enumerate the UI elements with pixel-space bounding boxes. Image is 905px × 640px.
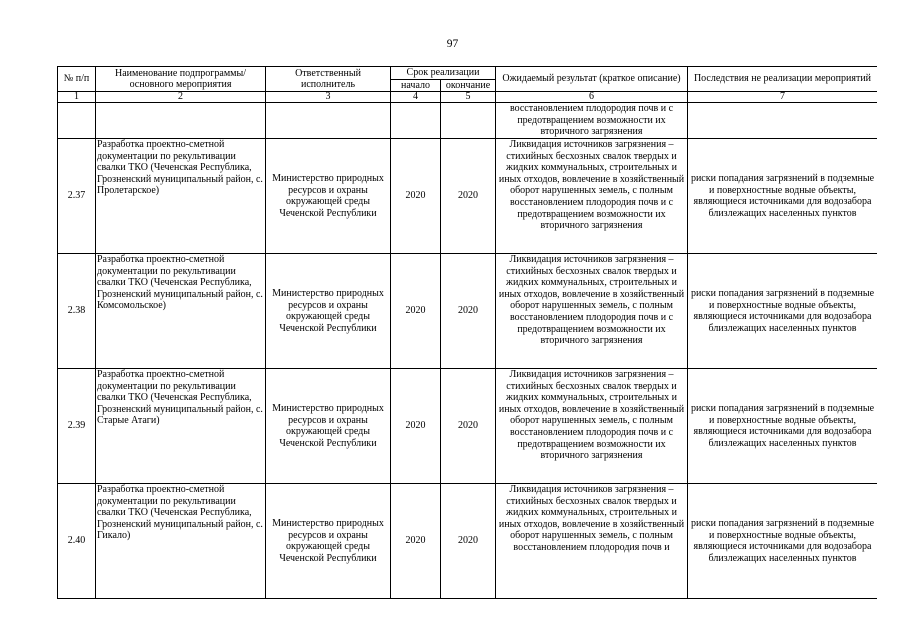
cell-consequences	[688, 103, 878, 139]
table-row	[58, 254, 878, 369]
cell-name: Разработка проектно-сметной документации по рекультивации свалки ТКО (Чеченская Республика, Грозненский муниципальный район, с. Старые Атаги)	[96, 369, 266, 484]
header-num: № п/п	[58, 67, 96, 92]
header-consequences: Последствия не реализации мероприятий	[688, 67, 878, 92]
cell-end: 2020	[441, 484, 496, 599]
cell-executor: Министерство природных ресурсов и охраны окружающей среды Чеченской Республики	[266, 254, 391, 369]
header-name: Наименование подпрограммы/ основного мероприятия	[96, 67, 266, 92]
cell-result: Ликвидация источников загрязнения – стихийных бесхозных свалок твердых и жидких коммунальных, строительных и иных отходов, вовлечение в хозяйственный оборот нарушенных земель, с полным восстановлением плодородия почв и с предотвращением возможности их вторичного загрязнения	[496, 254, 688, 369]
cell-end: 2020	[441, 139, 496, 254]
cell-end	[441, 103, 496, 139]
program-table	[57, 66, 877, 599]
column-number: 4	[391, 92, 441, 103]
cell-consequences: риски попадания загрязнений в подземные и поверхностные водные объекты, являющиеся источниками для водозабора близлежащих населенных пунктов	[688, 484, 878, 599]
cell-end: 2020	[441, 369, 496, 484]
cell-result: восстановлением плодородия почв и с предотвращением возможности их вторичного загрязнения	[496, 103, 688, 139]
cell-consequences: риски попадания загрязнений в подземные и поверхностные водные объекты, являющиеся источниками для водозабора близлежащих населенных пунктов	[688, 254, 878, 369]
cell-num: 2.37	[58, 139, 96, 254]
table-row	[58, 369, 878, 484]
cell-num	[58, 103, 96, 139]
page-number: 97	[446, 38, 459, 50]
cell-executor: Министерство природных ресурсов и охраны окружающей среды Чеченской Республики	[266, 484, 391, 599]
column-number-row	[58, 92, 878, 103]
cell-result: Ликвидация источников загрязнения – стихийных бесхозных свалок твердых и жидких коммунальных, строительных и иных отходов, вовлечение в хозяйственный оборот нарушенных земель, с полным восстановлением плодородия почв и с предотвращением возможности их вторичного загрязнения	[496, 139, 688, 254]
column-number: 7	[688, 92, 878, 103]
cell-executor: Министерство природных ресурсов и охраны окружающей среды Чеченской Республики	[266, 369, 391, 484]
program-table-container	[57, 66, 877, 640]
cell-consequences: риски попадания загрязнений в подземные и поверхностные водные объекты, являющиеся источниками для водозабора близлежащих населенных пунктов	[688, 369, 878, 484]
header-period: Срок реализации	[391, 67, 496, 80]
cell-end: 2020	[441, 254, 496, 369]
cell-name	[96, 103, 266, 139]
cell-start: 2020	[391, 484, 441, 599]
cell-num: 2.38	[58, 254, 96, 369]
header-start: начало	[391, 79, 441, 92]
table-row-continuation	[58, 103, 878, 139]
header-executor: Ответственный исполнитель	[266, 67, 391, 92]
column-number: 3	[266, 92, 391, 103]
cell-name: Разработка проектно-сметной документации по рекультивации свалки ТКО (Чеченская Республика, Грозненский муниципальный район, с. Гикало)	[96, 484, 266, 599]
cell-consequences: риски попадания загрязнений в подземные и поверхностные водные объекты, являющиеся источниками для водозабора близлежащих населенных пунктов	[688, 139, 878, 254]
cell-name: Разработка проектно-сметной документации по рекультивации свалки ТКО (Чеченская Республика, Грозненский муниципальный район, с. Пролетарское)	[96, 139, 266, 254]
cell-result: Ликвидация источников загрязнения – стихийных бесхозных свалок твердых и жидких коммунальных, строительных и иных отходов, вовлечение в хозяйственный оборот нарушенных земель, с полным восстановлением плодородия почв и	[496, 484, 688, 599]
column-number: 6	[496, 92, 688, 103]
cell-start: 2020	[391, 369, 441, 484]
cell-start: 2020	[391, 139, 441, 254]
table-row	[58, 139, 878, 254]
header-row-1	[58, 67, 878, 80]
header-result: Ожидаемый результат (краткое описание)	[496, 67, 688, 92]
cell-executor: Министерство природных ресурсов и охраны окружающей среды Чеченской Республики	[266, 139, 391, 254]
header-end: окончание	[441, 79, 496, 92]
cell-start: 2020	[391, 254, 441, 369]
cell-num: 2.39	[58, 369, 96, 484]
column-number: 1	[58, 92, 96, 103]
cell-result: Ликвидация источников загрязнения – стихийных бесхозных свалок твердых и жидких коммунальных, строительных и иных отходов, вовлечение в хозяйственный оборот нарушенных земель, с полным восстановлением плодородия почв и с предотвращением возможности их вторичного загрязнения	[496, 369, 688, 484]
cell-start	[391, 103, 441, 139]
cell-executor	[266, 103, 391, 139]
column-number: 2	[96, 92, 266, 103]
cell-num: 2.40	[58, 484, 96, 599]
cell-name: Разработка проектно-сметной документации по рекультивации свалки ТКО (Чеченская Республика, Грозненский муниципальный район, с. Комсомольское)	[96, 254, 266, 369]
table-row	[58, 484, 878, 599]
column-number: 5	[441, 92, 496, 103]
